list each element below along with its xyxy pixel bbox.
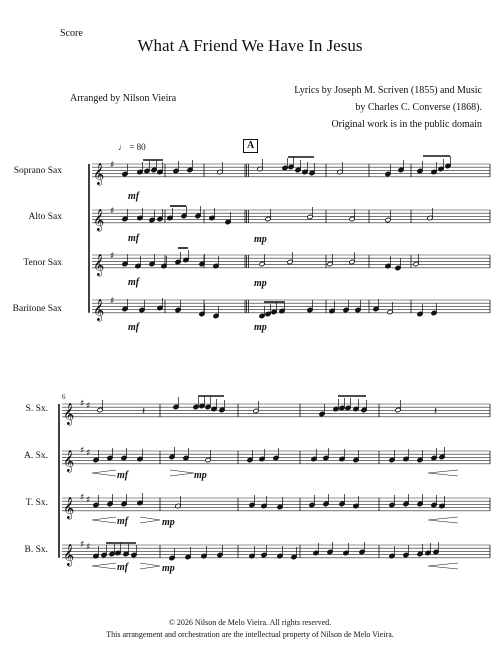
instrument-label-baritone: Baritone Sax	[12, 304, 62, 314]
arranger-credit: Arranged by Nilson Vieira	[70, 93, 177, 104]
rehearsal-mark: A	[243, 139, 258, 153]
decrescendo-hairpin	[140, 517, 160, 523]
dynamic-mp-alto: mp	[254, 234, 267, 245]
dynamic-mp-baritone: mp	[254, 322, 267, 333]
key-signature-sharp: ♯	[110, 296, 115, 307]
measure-number: 6	[62, 393, 66, 401]
dynamic-mf-soprano: mf	[128, 191, 140, 202]
treble-clef: 𝄞	[93, 208, 105, 231]
dynamic-mp-a-sx: mp	[194, 470, 207, 481]
dynamic-mp-b-sx: mp	[162, 563, 175, 574]
key-signature-sharp: ♯	[86, 542, 91, 553]
key-signature-sharp: ♯	[110, 206, 115, 217]
key-signature-sharp: ♯	[80, 493, 85, 503]
treble-clef: 𝄞	[93, 253, 105, 276]
instrument-label-tenor: Tenor Sax	[23, 258, 62, 268]
crescendo-hairpin	[92, 517, 116, 523]
treble-clef: 𝄞	[63, 496, 75, 519]
quarter-rest: 𝄽	[434, 406, 438, 417]
decrescendo-hairpin	[140, 563, 160, 569]
quarter-rest: 𝄽	[142, 406, 146, 417]
crescendo-hairpin	[92, 563, 116, 569]
instrument-label-a-sx: A. Sx.	[23, 451, 48, 461]
ownership-line: This arrangement and orchestration are the intellectual property of Nilson de Melo Vieira.	[106, 630, 394, 639]
dynamic-mf-alto: mf	[128, 233, 140, 244]
key-signature-sharp: ♯	[110, 251, 115, 262]
crescendo-hairpin	[428, 470, 458, 476]
key-signature-sharp: ♯	[80, 540, 85, 550]
dynamic-mf-tenor: mf	[128, 277, 140, 288]
tempo-marking: ♩ = 80	[118, 142, 146, 152]
treble-clef: 𝄞	[93, 162, 105, 185]
key-signature-sharp: ♯	[110, 160, 115, 171]
key-signature-sharp: ♯	[86, 401, 91, 412]
instrument-label-b-sx: B. Sx.	[24, 545, 48, 555]
dynamic-mf-baritone: mf	[128, 322, 140, 333]
treble-clef: 𝄞	[63, 543, 75, 566]
treble-clef: 𝄞	[63, 402, 75, 425]
crescendo-hairpin	[428, 517, 458, 523]
dynamic-mp-t-sx: mp	[162, 517, 175, 528]
instrument-label-alto: Alto Sax	[28, 212, 62, 222]
key-signature-sharp: ♯	[80, 446, 85, 456]
decrescendo-hairpin	[170, 470, 194, 476]
dynamic-mp-tenor: mp	[254, 278, 267, 289]
piece-title: What A Friend We Have In Jesus	[137, 36, 363, 55]
crescendo-hairpin	[92, 470, 116, 476]
instrument-label-soprano: Soprano Sax	[13, 166, 62, 176]
credits-line-3: Original work is in the public domain	[331, 119, 482, 130]
credits-line-1: Lyrics by Joseph M. Scriven (1855) and Music	[294, 85, 482, 96]
treble-clef: 𝄞	[93, 298, 105, 321]
instrument-label-s-sx: S. Sx.	[25, 404, 48, 414]
key-signature-sharp: ♯	[86, 495, 91, 506]
dynamic-mf-b-sx: mf	[117, 562, 129, 573]
key-signature-sharp: ♯	[80, 399, 85, 409]
treble-clef: 𝄞	[63, 449, 75, 472]
copyright-line: © 2026 Nilson de Melo Vieira. All rights reserved.	[168, 618, 332, 627]
copyright-footer	[0, 617, 500, 641]
credits-line-2: by Charles C. Converse (1868).	[355, 102, 482, 113]
dynamic-mf-a-sx: mf	[117, 470, 129, 481]
key-signature-sharp: ♯	[86, 448, 91, 459]
dynamic-mf-t-sx: mf	[117, 516, 129, 527]
instrument-label-t-sx: T. Sx.	[25, 498, 48, 508]
score-label: Score	[60, 28, 83, 39]
crescendo-hairpin	[428, 563, 458, 569]
